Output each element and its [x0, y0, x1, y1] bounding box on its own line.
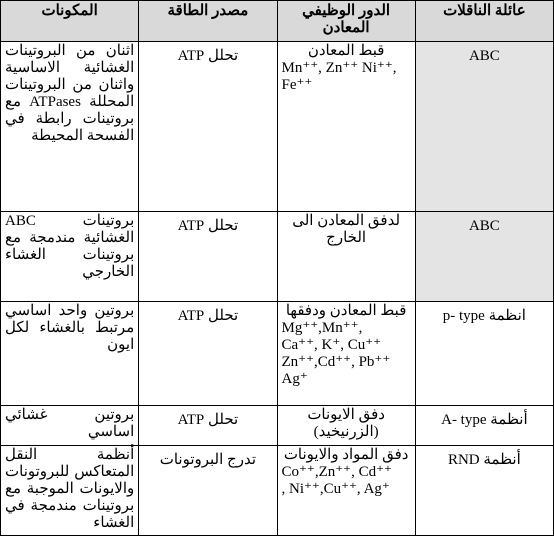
energy-cell: تحلل ATP — [139, 42, 277, 212]
energy-cell: تحلل ATP — [139, 212, 277, 302]
table-row — [1, 302, 554, 406]
components-cell: بروتين واحد اساسي مرتبط بالغشاء لكل ايون — [1, 302, 139, 406]
family-cell: ABC — [415, 212, 553, 302]
header-role: الدور الوظيفي المعادن — [277, 1, 415, 42]
role-text: لدفق المعادن الى الخارج — [292, 213, 401, 246]
energy-cell: تدرج البروتونات — [139, 446, 277, 536]
ions-line: Ca⁺⁺, K⁺, Cu⁺⁺ — [281, 337, 382, 353]
ions-line: Ag⁺ — [281, 371, 308, 387]
role-cell — [277, 302, 415, 406]
components-cell: بروتين غشائي اساسي — [1, 406, 139, 446]
role-text: دفق المواد والايونات — [283, 447, 409, 463]
ions-line: Zn⁺⁺,Cd⁺⁺, Pb⁺⁺ — [281, 354, 391, 370]
role-cell — [277, 406, 415, 446]
family-cell: ABC — [415, 42, 553, 212]
header-components: المكونات — [1, 1, 139, 42]
energy-cell: تحلل ATP — [139, 302, 277, 406]
ions-line: Mn⁺⁺, Zn⁺⁺ Ni⁺⁺, — [281, 60, 397, 76]
table-header-row — [1, 1, 554, 42]
table-row — [1, 212, 554, 302]
role-cell — [277, 446, 415, 536]
components-cell: بروتينات ABC الغشائية مندمجة مع بروتينات الغشاء الخارجي — [1, 212, 139, 302]
ions-line: , Ni⁺⁺,Cu⁺⁺, Ag⁺ — [281, 481, 390, 497]
role-text: قبط المعادن ودفقها — [285, 303, 407, 319]
family-cell: أنظمة RND — [415, 446, 553, 536]
components-cell: اثنان من البروتينات الغشائية الاساسية واثنان من البروتينات المحللة ATPases مع بروتينات رابطة في الفسحة المحيطة — [1, 42, 139, 212]
family-cell: انظمة p- type — [415, 302, 553, 406]
table-row — [1, 406, 554, 446]
family-cell: أنظمة A- type — [415, 406, 553, 446]
ions-line: Mg⁺⁺,Mn⁺⁺, — [281, 320, 363, 336]
table-row — [1, 42, 554, 212]
header-family: عائلة الناقلات — [415, 1, 553, 42]
role-text: دفق الايونات (الزرنيخيد) — [307, 407, 385, 440]
role-cell — [277, 212, 415, 302]
components-cell: أنظمة النقل المتعاكس للبروتونات والايونات الموجبة مع بروتينات مندمجة في الغشاء — [1, 446, 139, 536]
energy-cell: تحلل ATP — [139, 406, 277, 446]
ions-line: Co⁺⁺,Zn⁺⁺, Cd⁺⁺ — [281, 464, 392, 480]
table-row — [1, 446, 554, 536]
ions-line: Fe⁺⁺ — [281, 77, 313, 93]
header-energy: مصدر الطاقة — [139, 1, 277, 42]
role-cell — [277, 42, 415, 212]
role-text: قبط المعادن — [307, 43, 385, 59]
